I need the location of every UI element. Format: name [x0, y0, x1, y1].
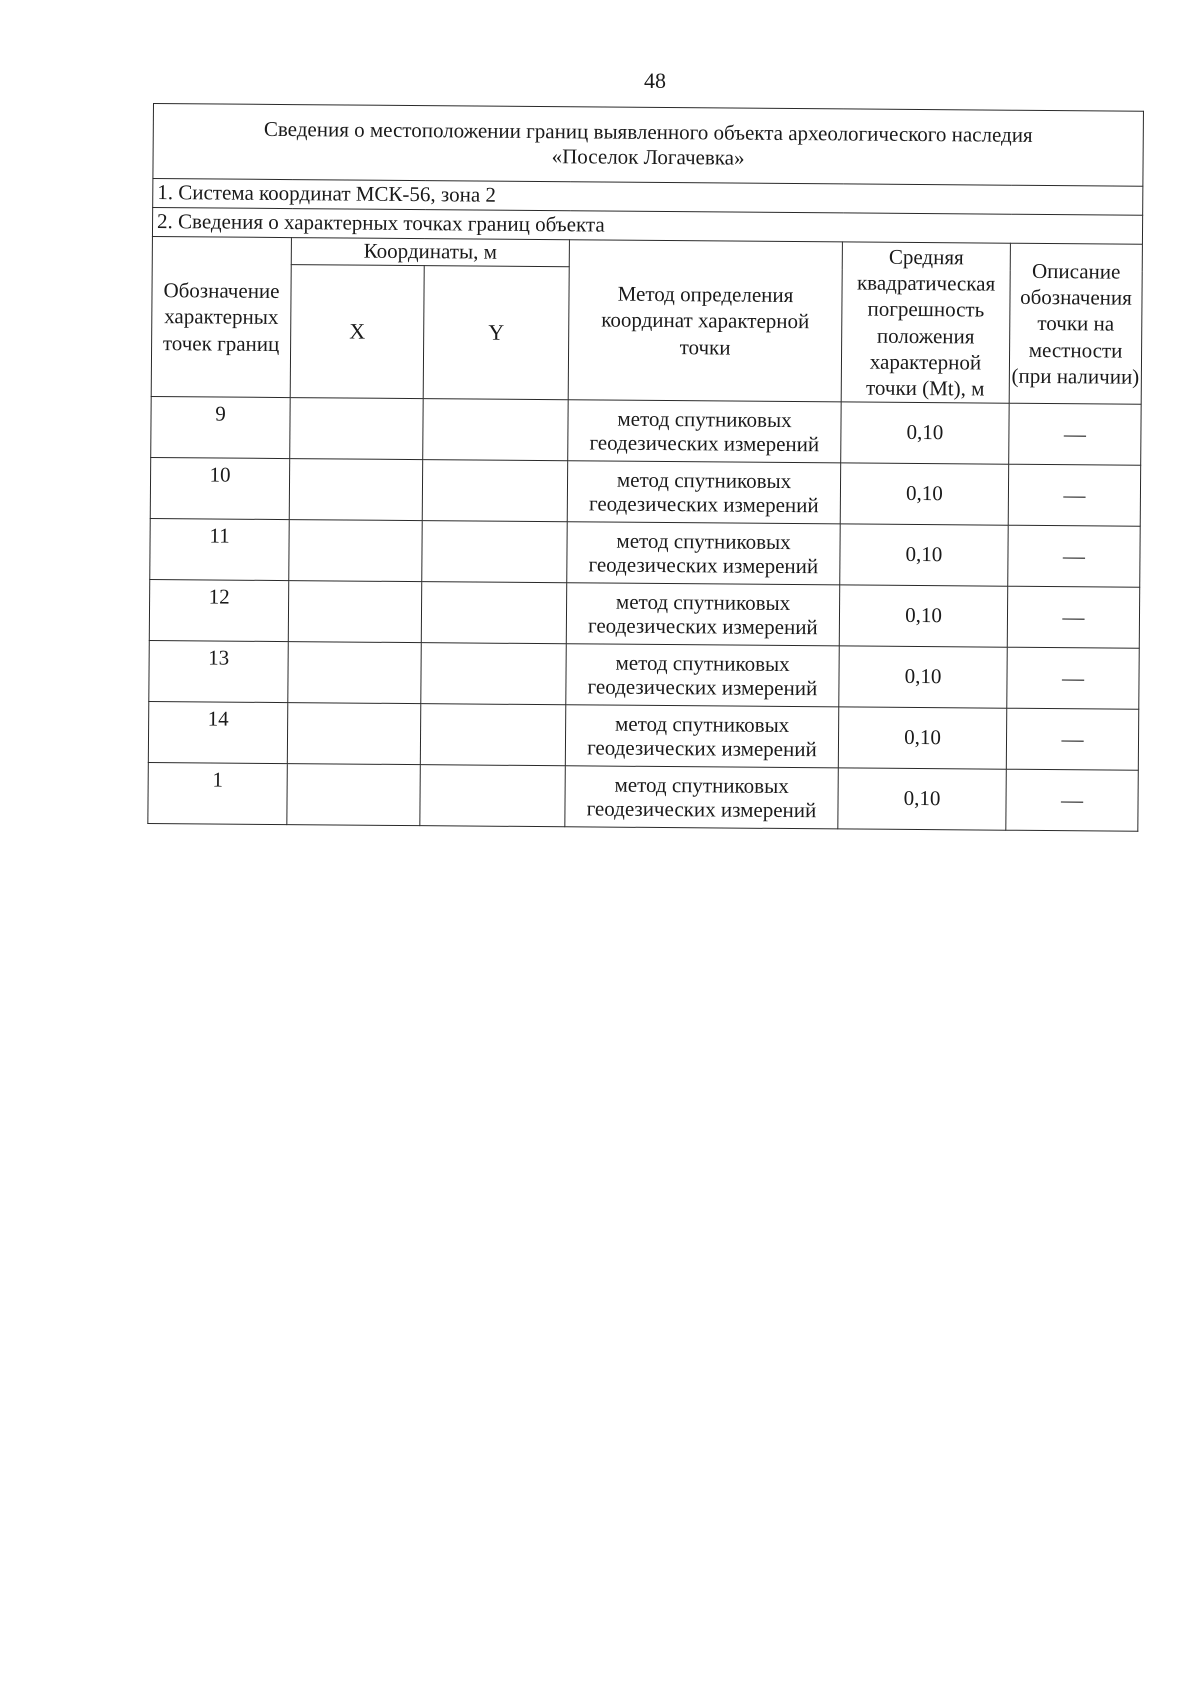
coord-x — [289, 459, 422, 521]
point-number: 14 — [148, 701, 287, 763]
header-coordinates: Координаты, м — [291, 238, 569, 267]
point-number: 11 — [150, 518, 289, 580]
method: метод спутниковых геодезических измерений — [567, 522, 840, 585]
table-row — [149, 640, 1139, 709]
coord-x — [289, 520, 422, 582]
error-value: 0,10 — [839, 585, 1007, 647]
coordinate-system: 1. Система координат МСК-56, зона 2 — [153, 179, 1143, 216]
coord-y — [420, 765, 565, 827]
table-row — [148, 762, 1138, 831]
boundary-points-table — [147, 103, 1144, 832]
method: метод спутниковых геодезических измерений — [565, 705, 838, 768]
description: — — [1008, 525, 1140, 587]
description: — — [1009, 403, 1141, 465]
points-info: 2. Сведения о характерных точках границ объекта — [152, 208, 1142, 245]
coord-x — [288, 581, 421, 643]
table-row — [149, 579, 1139, 648]
method: метод спутниковых геодезических измерений — [566, 583, 839, 646]
coord-x — [288, 642, 421, 704]
error-value: 0,10 — [840, 463, 1008, 525]
page-number: 48 — [644, 68, 666, 93]
table-row — [150, 518, 1140, 587]
point-number: 12 — [149, 579, 288, 641]
description: — — [1006, 708, 1138, 770]
method: метод спутниковых геодезических измерений — [565, 766, 838, 829]
point-number: 1 — [148, 762, 287, 824]
method: метод спутниковых геодезических измерений — [568, 400, 841, 463]
coord-x — [287, 764, 420, 826]
table-title-line-2: «Поселок Логачевка» — [551, 144, 745, 170]
error-value: 0,10 — [838, 768, 1006, 830]
header-description: Описание обозначения точки на местности (при наличии) — [1009, 243, 1142, 404]
description: — — [1007, 647, 1139, 709]
description: — — [1008, 464, 1140, 526]
description: — — [1006, 769, 1138, 831]
point-number: 10 — [150, 457, 289, 519]
error-value: 0,10 — [839, 646, 1007, 708]
method: метод спутниковых геодезических измерений — [567, 461, 840, 524]
coord-x — [290, 398, 423, 460]
coord-y — [421, 643, 566, 705]
header-method: Метод определения координат характерной точки — [568, 240, 842, 402]
table-row — [150, 457, 1140, 526]
header-y: Y — [423, 266, 569, 400]
point-number: 13 — [149, 640, 288, 702]
table-title-row — [153, 104, 1144, 187]
description: — — [1007, 586, 1139, 648]
header-error: Средняя квадратическая погрешность положения характерной точки (Mt), м — [841, 242, 1010, 403]
table-row — [148, 701, 1138, 770]
error-value: 0,10 — [840, 524, 1008, 586]
method: метод спутниковых геодезических измерений — [566, 644, 839, 707]
table-title — [153, 104, 1144, 187]
header-designation: Обозначение характерных точек границ — [151, 236, 291, 397]
error-value: 0,10 — [841, 402, 1009, 464]
table-row — [151, 396, 1141, 465]
coord-y — [422, 521, 567, 583]
coord-y — [421, 582, 566, 644]
coord-y — [420, 704, 565, 766]
coord-y — [422, 460, 567, 522]
table-title-line-1: Сведения о местоположении границ выявленного объекта археологического наследия — [263, 116, 1033, 147]
error-value: 0,10 — [838, 707, 1006, 769]
coord-x — [287, 703, 420, 765]
point-number: 9 — [151, 396, 290, 458]
coord-y — [423, 399, 568, 461]
header-x: X — [290, 265, 424, 399]
